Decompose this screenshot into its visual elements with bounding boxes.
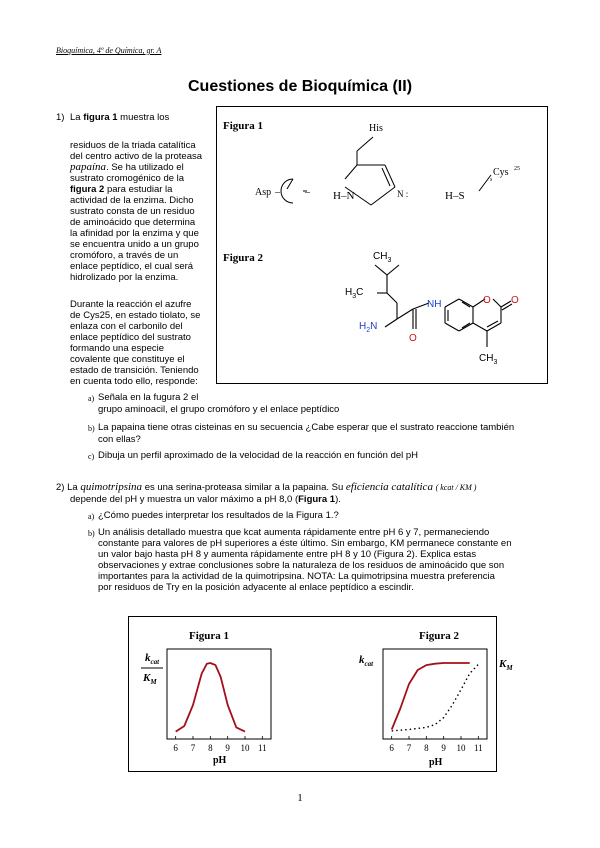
plot1-ylabel-num: $k_{cat}$ — [145, 652, 160, 666]
q1-a-line1: Señala en la fugura 2 el — [98, 392, 199, 403]
q2-b-line: constante para valores de pH superiores a éste último. Sin embargo, KM permanece constante en — [98, 538, 512, 549]
plot2-frame — [383, 649, 487, 739]
q1-b-line1: La papaina tiene otras cisteinas en su secuencia ¿Cabe esperar que el sustrato reaccione también — [98, 422, 515, 433]
keto-oxygen: O — [511, 295, 519, 306]
q1-number: 1) — [56, 112, 65, 123]
series-line-kcatkm — [176, 663, 245, 732]
h3c-group: $H_3C$ — [345, 287, 364, 300]
q2-text: es una serina-proteasa similar a la papaina. Su — [144, 482, 344, 493]
x-tick-label: 11 — [257, 743, 267, 753]
plot1-xlabel: pH — [213, 755, 227, 766]
structures-figure-box — [216, 106, 548, 384]
plot2-ylabel-km: $K_M$ — [499, 658, 513, 672]
q1-c-line: Dibuja un perfil aproximado de la velocidad de la reacción en función del pH — [98, 450, 419, 461]
q1-b-mark: b) — [88, 424, 95, 433]
q1-line-tail: para estudiar la — [106, 184, 173, 195]
his-label: His — [369, 123, 383, 134]
q1-intro-c: muestra los — [120, 112, 170, 123]
q1-c-mark: c) — [88, 452, 95, 461]
cys-sup: 25 — [514, 166, 520, 172]
q2-b-line: un valor bajo hasta pH 8 y aumenta rápidamente entre pH 8 y 10 (Figura 2). Explica estas — [98, 549, 477, 560]
q1-line — [70, 184, 220, 195]
ring-oxygen: O — [483, 295, 491, 306]
fig1-label: Figura 1 — [223, 120, 264, 132]
q2-b-text — [98, 527, 558, 593]
q1-line: de Cys25, en estado tiolato, se — [70, 310, 201, 321]
quimotripsina-term: quimotripsina — [80, 481, 143, 493]
ch3-top: $CH_3$ — [373, 251, 392, 264]
q1-b-line2: con ellas? — [98, 434, 141, 445]
q2-a-mark: a) — [88, 512, 95, 521]
plot1-frame — [167, 649, 271, 739]
q2-b-line: Un análisis detallado muestra que kcat aumenta rápidamente entre pH 6 y 7, permaneciendo — [98, 527, 490, 538]
series-line-kcat — [392, 663, 470, 730]
q1-fig2-ref: figura 2 — [70, 184, 105, 195]
q1-line: estado de transición. Teniendo — [70, 365, 199, 376]
amine-h2n: $H_2N$ — [359, 321, 378, 334]
his-n: N : — [397, 189, 409, 199]
q1-line: en cuenta todo ello, responde: — [70, 376, 198, 387]
q1-paragraph-2 — [70, 299, 220, 387]
plot1-series — [176, 663, 245, 732]
plot1-title: Figura 1 — [189, 630, 230, 642]
structures-svg — [217, 107, 547, 383]
x-tick-label: 9 — [225, 743, 230, 753]
amide-nh: NH — [427, 299, 442, 310]
q2-b-line: importantes para la actividad de la quimotripsina. NOTA: La quimotripsina muestra preferencia — [98, 571, 495, 582]
plot1-ylabel-den: $K_M$ — [143, 672, 157, 686]
x-tick-label: 7 — [190, 743, 196, 753]
carbox-minus: – — [305, 187, 310, 198]
q1-intro — [70, 112, 169, 123]
substrate-skeleton — [375, 265, 512, 347]
x-tick-label: 10 — [240, 743, 250, 753]
ch3-bottom: $CH_3$ — [479, 353, 498, 366]
q1-line: la afinidad por la enzima y que — [70, 228, 199, 239]
plot2-xlabel: pH — [429, 757, 443, 768]
q1-intro-fig-ref: figura 1 — [83, 112, 118, 123]
q1-line: sustrato cromogénico de la — [70, 173, 185, 184]
kcat-km-ratio: ( kcat / KM ) — [435, 483, 477, 492]
q1-line: enlace peptídico, el cual será — [70, 261, 194, 272]
q2-fig1-ref: Figura 1 — [298, 494, 336, 505]
q1-line: residuos de la triada catalítica — [70, 140, 196, 151]
q1-line: cromóforo, a través de un — [70, 250, 179, 261]
q2-text: depende del pH y muestra un valor máximo a pH 8,0 ( — [70, 494, 299, 505]
q1-line: formando una especie — [70, 343, 165, 354]
q2-number: 2) — [56, 482, 65, 493]
q1-line: actividad de la enzima. Dicho — [70, 195, 194, 206]
eficiencia-term: eficiencia catalítica — [345, 481, 433, 493]
q2-line1 — [56, 482, 556, 493]
q1-line: covalente que constituye el — [70, 354, 185, 365]
s-sub: s — [490, 177, 493, 183]
q1-line — [70, 162, 220, 173]
plot2-title: Figura 2 — [419, 630, 460, 642]
asp-label: Asp — [255, 187, 272, 198]
x-tick-label: 7 — [406, 743, 412, 753]
x-tick-label: 11 — [473, 743, 483, 753]
q2-text: La — [67, 482, 78, 493]
q1-a-line2: grupo aminoacil, el grupo cromóforo y el enlace peptídico — [98, 404, 340, 415]
x-tick-label: 8 — [208, 743, 213, 753]
q2-line2 — [70, 494, 341, 505]
plot2-series — [392, 663, 479, 731]
cys-label: Cys — [493, 167, 509, 178]
his-hn: H–N — [333, 190, 355, 202]
q1-line: hidrolizado por la enzima. — [70, 272, 179, 283]
q2-b-mark: b) — [88, 529, 95, 538]
page-title: Cuestiones de Bioquímica (II) — [187, 78, 413, 95]
q2-a-text: ¿Cómo puedes interpretar los resultados de la Figura 1.? — [98, 510, 339, 521]
document-header: Bioquímica, 4º de Química, gr. A — [56, 46, 162, 55]
q1-paragraph-1 — [70, 140, 220, 283]
papaina-term: papaína — [70, 161, 107, 173]
x-tick-label: 9 — [441, 743, 446, 753]
x-tick-label: 10 — [456, 743, 466, 753]
plots-svg — [129, 617, 513, 771]
cys-hs: H–S — [445, 190, 465, 202]
fig2-label: Figura 2 — [223, 252, 264, 264]
q1-line: Durante la reacción el azufre — [70, 299, 192, 310]
plot2-ylabel-kcat: $k_{cat}$ — [359, 654, 374, 668]
q1-line: del centro activo de la proteasa — [70, 151, 203, 162]
q1-line: se encuentra unido a un grupo — [70, 239, 199, 250]
q1-line-tail: . Se ha utilizado el — [106, 162, 184, 173]
x-tick-label: 8 — [424, 743, 429, 753]
q1-line: sustrato consta de un residuo — [70, 206, 195, 217]
q1-line: enlace peptídico del sustrato — [70, 332, 191, 343]
q1-a-mark: a) — [88, 394, 95, 403]
carboxylate-group — [281, 179, 307, 203]
plots-box — [128, 616, 513, 772]
q1-intro-a: La — [70, 112, 81, 123]
x-tick-label: 6 — [173, 743, 178, 753]
q1-line: de aminoácido que determina — [70, 217, 196, 228]
q1-line: enlaza con el carbonilo del — [70, 321, 183, 332]
q2-b-line: por residuos de Try en la posición adyacente al enlace peptídico a escindir. — [98, 582, 414, 593]
amide-oxygen: O — [409, 333, 417, 344]
asp-minus: – — [275, 187, 280, 198]
page-number: 1 — [297, 792, 303, 804]
q2-b-line: observaciones y extrae conclusiones sobre la naturaleza de los residuos de aminoácido que son — [98, 560, 505, 571]
x-tick-label: 6 — [389, 743, 394, 753]
q2-text: ). — [335, 494, 341, 505]
